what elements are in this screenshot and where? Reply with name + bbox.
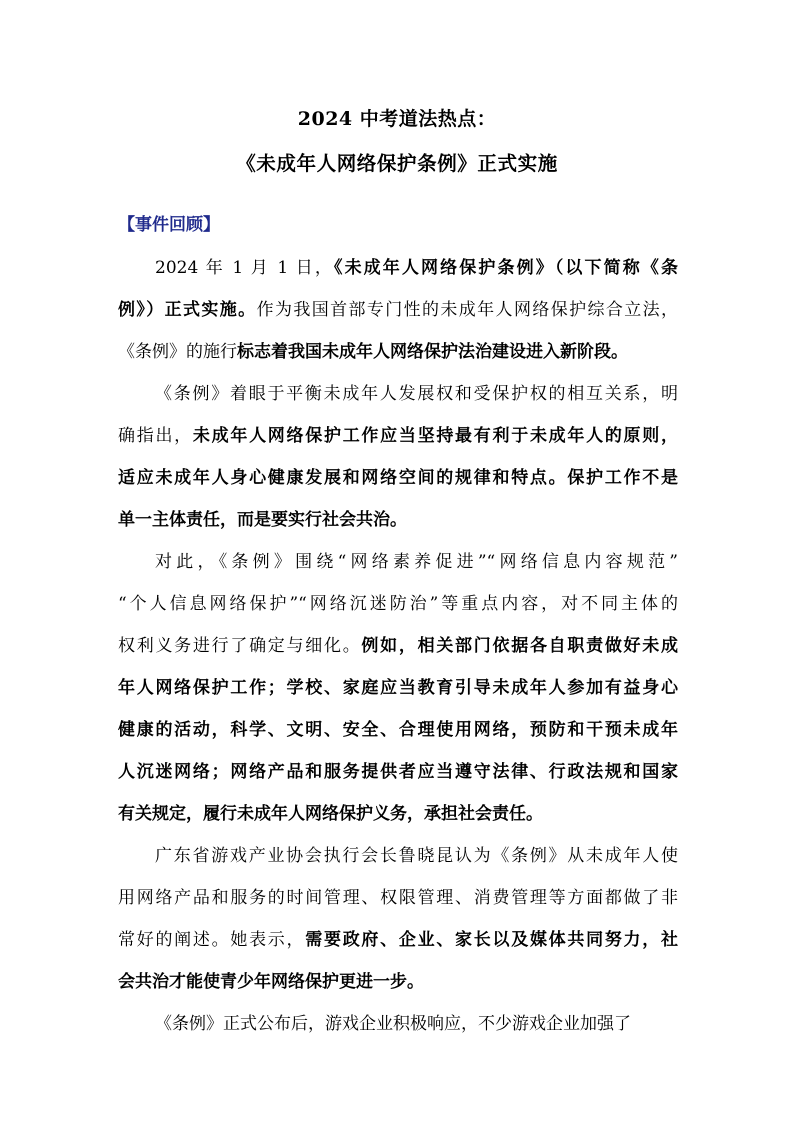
text-line bbox=[118, 468, 678, 488]
text-segment: 作为我国首部专门性的未成年人网络保护综合立法， bbox=[256, 300, 679, 320]
text-line bbox=[118, 720, 678, 740]
text-line bbox=[118, 594, 678, 614]
text-line bbox=[118, 510, 678, 530]
title-line-1: 2024 中考道法热点： bbox=[297, 108, 497, 130]
bold-text-segment: 年人网络保护工作；学校、家庭应当教育引导未成年人参加有益身心 bbox=[118, 678, 678, 698]
text-segment: 对此，《条例》围绕“网络素养促进”“网络信息内容规范” bbox=[155, 552, 678, 572]
text-segment: 《条例》着眼于平衡未成年人发展权和受保护权的相互关系，明 bbox=[155, 384, 678, 404]
bold-text-segment: 有关规定，履行未成年人网络保护义务，承担社会责任。 bbox=[118, 804, 543, 824]
text-line bbox=[155, 1014, 678, 1034]
text-line bbox=[155, 384, 678, 404]
text-segment: 常好的阐述。她表示， bbox=[118, 930, 306, 950]
text-line bbox=[118, 762, 678, 782]
bold-text-segment: 例如，相关部门依据各自职责做好未成 bbox=[361, 636, 679, 656]
text-line bbox=[118, 930, 678, 950]
bold-text-segment: 《未成年人网络保护条例》（以下简称《条 bbox=[333, 258, 679, 278]
text-line bbox=[155, 552, 678, 572]
text-segment: 《条例》的施行 bbox=[118, 342, 237, 362]
bold-text-segment: 标志着我国未成年人网络保护法治建设进入新阶段。 bbox=[237, 342, 628, 362]
bold-text-segment: 会共治才能使青少年网络保护更进一步。 bbox=[118, 972, 424, 992]
bold-text-segment: 例》）正式实施。 bbox=[118, 300, 257, 320]
text-line bbox=[155, 258, 678, 278]
text-line bbox=[118, 972, 678, 992]
bold-text-segment: 健康的活动，科学、文明、安全、合理使用网络，预防和干预未成年 bbox=[118, 720, 678, 740]
text-segment: 用网络产品和服务的时间管理、权限管理、消费管理等方面都做了非 bbox=[118, 888, 678, 908]
text-line bbox=[155, 846, 678, 866]
bold-text-segment: 未成年人网络保护工作应当坚持最有利于未成年人的原则， bbox=[192, 426, 679, 446]
text-line bbox=[118, 636, 678, 656]
bold-text-segment: 需要政府、企业、家长以及媒体共同努力，社 bbox=[305, 930, 679, 950]
title-line-2: 《未成年人网络保护条例》正式实施 bbox=[236, 152, 558, 175]
text-segment: 权利义务进行了确定与细化。 bbox=[118, 636, 362, 656]
text-line bbox=[118, 342, 678, 362]
bold-text-segment: 单一主体责任，而是要实行社会共治。 bbox=[118, 510, 407, 530]
text-segment: 确指出， bbox=[118, 426, 193, 446]
text-line bbox=[118, 300, 678, 320]
section-heading: 【事件回顾】 bbox=[118, 215, 220, 235]
bold-text-segment: 适应未成年人身心健康发展和网络空间的规律和特点。保护工作不是 bbox=[118, 468, 678, 488]
text-segment: 《条例》正式公布后，游戏企业积极响应，不少游戏企业加强了 bbox=[155, 1014, 631, 1034]
text-line bbox=[118, 426, 678, 446]
text-segment: “个人信息网络保护”“网络沉迷防治”等重点内容，对不同主体的 bbox=[118, 594, 678, 614]
text-line bbox=[118, 888, 678, 908]
text-line bbox=[118, 804, 678, 824]
text-segment: 2024 年 1 月 1 日， bbox=[155, 258, 334, 278]
text-segment: 广东省游戏产业协会执行会长鲁晓昆认为《条例》从未成年人使 bbox=[155, 846, 678, 866]
text-line bbox=[118, 678, 678, 698]
bold-text-segment: 人沉迷网络；网络产品和服务提供者应当遵守法律、行政法规和国家 bbox=[118, 762, 678, 782]
